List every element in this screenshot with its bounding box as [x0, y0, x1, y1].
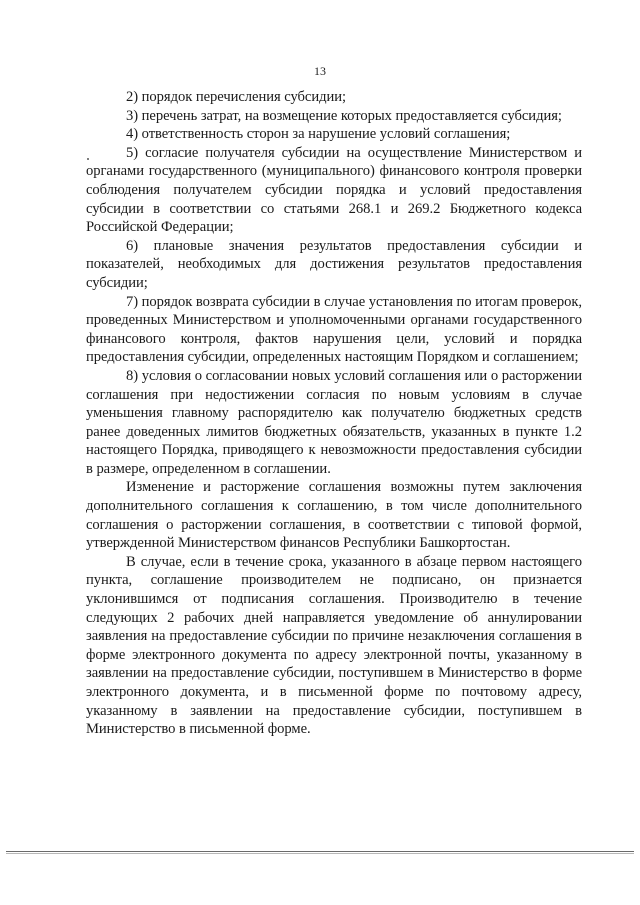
- scan-edge-line-shadow: [6, 853, 634, 854]
- paragraph-evasion: В случае, если в течение срока, указанного в абзаце первом настоящего пункта, соглашение производителем не подписано, он признается уклонившимся от подписания соглашения. Производителю в течение следующих 2 рабочих дней направляется уведомление об аннулировании заявления на предоставление субсидии по причине незаключения соглашения в форме электронного документа по адресу электронной почты, указанному в заявлении на предоставление субсидии, поступившем в Министерство в форме электронного документа, и в письменной форме по почтовому адресу, указанному в заявлении на предоставление субсидии, поступившем в Министерство в письменной форме.: [86, 553, 582, 738]
- paragraph-amendment: Изменение и расторжение соглашения возможны путем заключения дополнительного соглашения к соглашению, в том числе дополнительного соглашения о расторжении соглашения, в соответствии с типовой формой, утвержденной Министерством финансов Республики Башкортостан.: [86, 479, 582, 552]
- list-item-7: 7) порядок возврата субсидии в случае установления по итогам проверок, проведенных Министерством и уполномоченными органами государственного финансового контроля, фактов нарушения цели, условий и порядка предоставления субсидии, определенных настоящим Порядком и соглашением;: [86, 293, 582, 366]
- list-item-6: 6) плановые значения результатов предоставления субсидии и показателей, необходимых для достижения результатов предоставления субсидии;: [86, 237, 582, 291]
- list-item-2: 2) порядок перечисления субсидии;: [126, 89, 346, 105]
- page-number: 13: [314, 64, 326, 78]
- list-item-8: 8) условия о согласовании новых условий соглашения или о расторжении соглашения при недостижении согласия по новым условиям в случае уменьшения главному распорядителю как получателю бюджетных средств ранее доведенных лимитов бюджетных обязательств, указанных в пункте 1.2 настоящего Порядка, приводящего к невозможности предоставления субсидии в размере, определенном в соглашении.: [86, 367, 582, 477]
- list-item-3: 3) перечень затрат, на возмещение которых предоставляется субсидия;: [126, 107, 562, 124]
- list-item-4: 4) ответственность сторон за нарушение условий соглашения;: [126, 126, 511, 143]
- scan-speck: [87, 158, 89, 160]
- list-item-5: 5) согласие получателя субсидии на осуществление Министерством и органами государственного (муниципального) финансового контроля проверки соблюдения получателем субсидии порядка и условий предоставления субсидии в соответствии со статьями 268.1 и 269.2 Бюджетного кодекса Российской Федерации;: [86, 144, 582, 236]
- scan-edge-line: [6, 851, 634, 852]
- document-body: [86, 88, 582, 739]
